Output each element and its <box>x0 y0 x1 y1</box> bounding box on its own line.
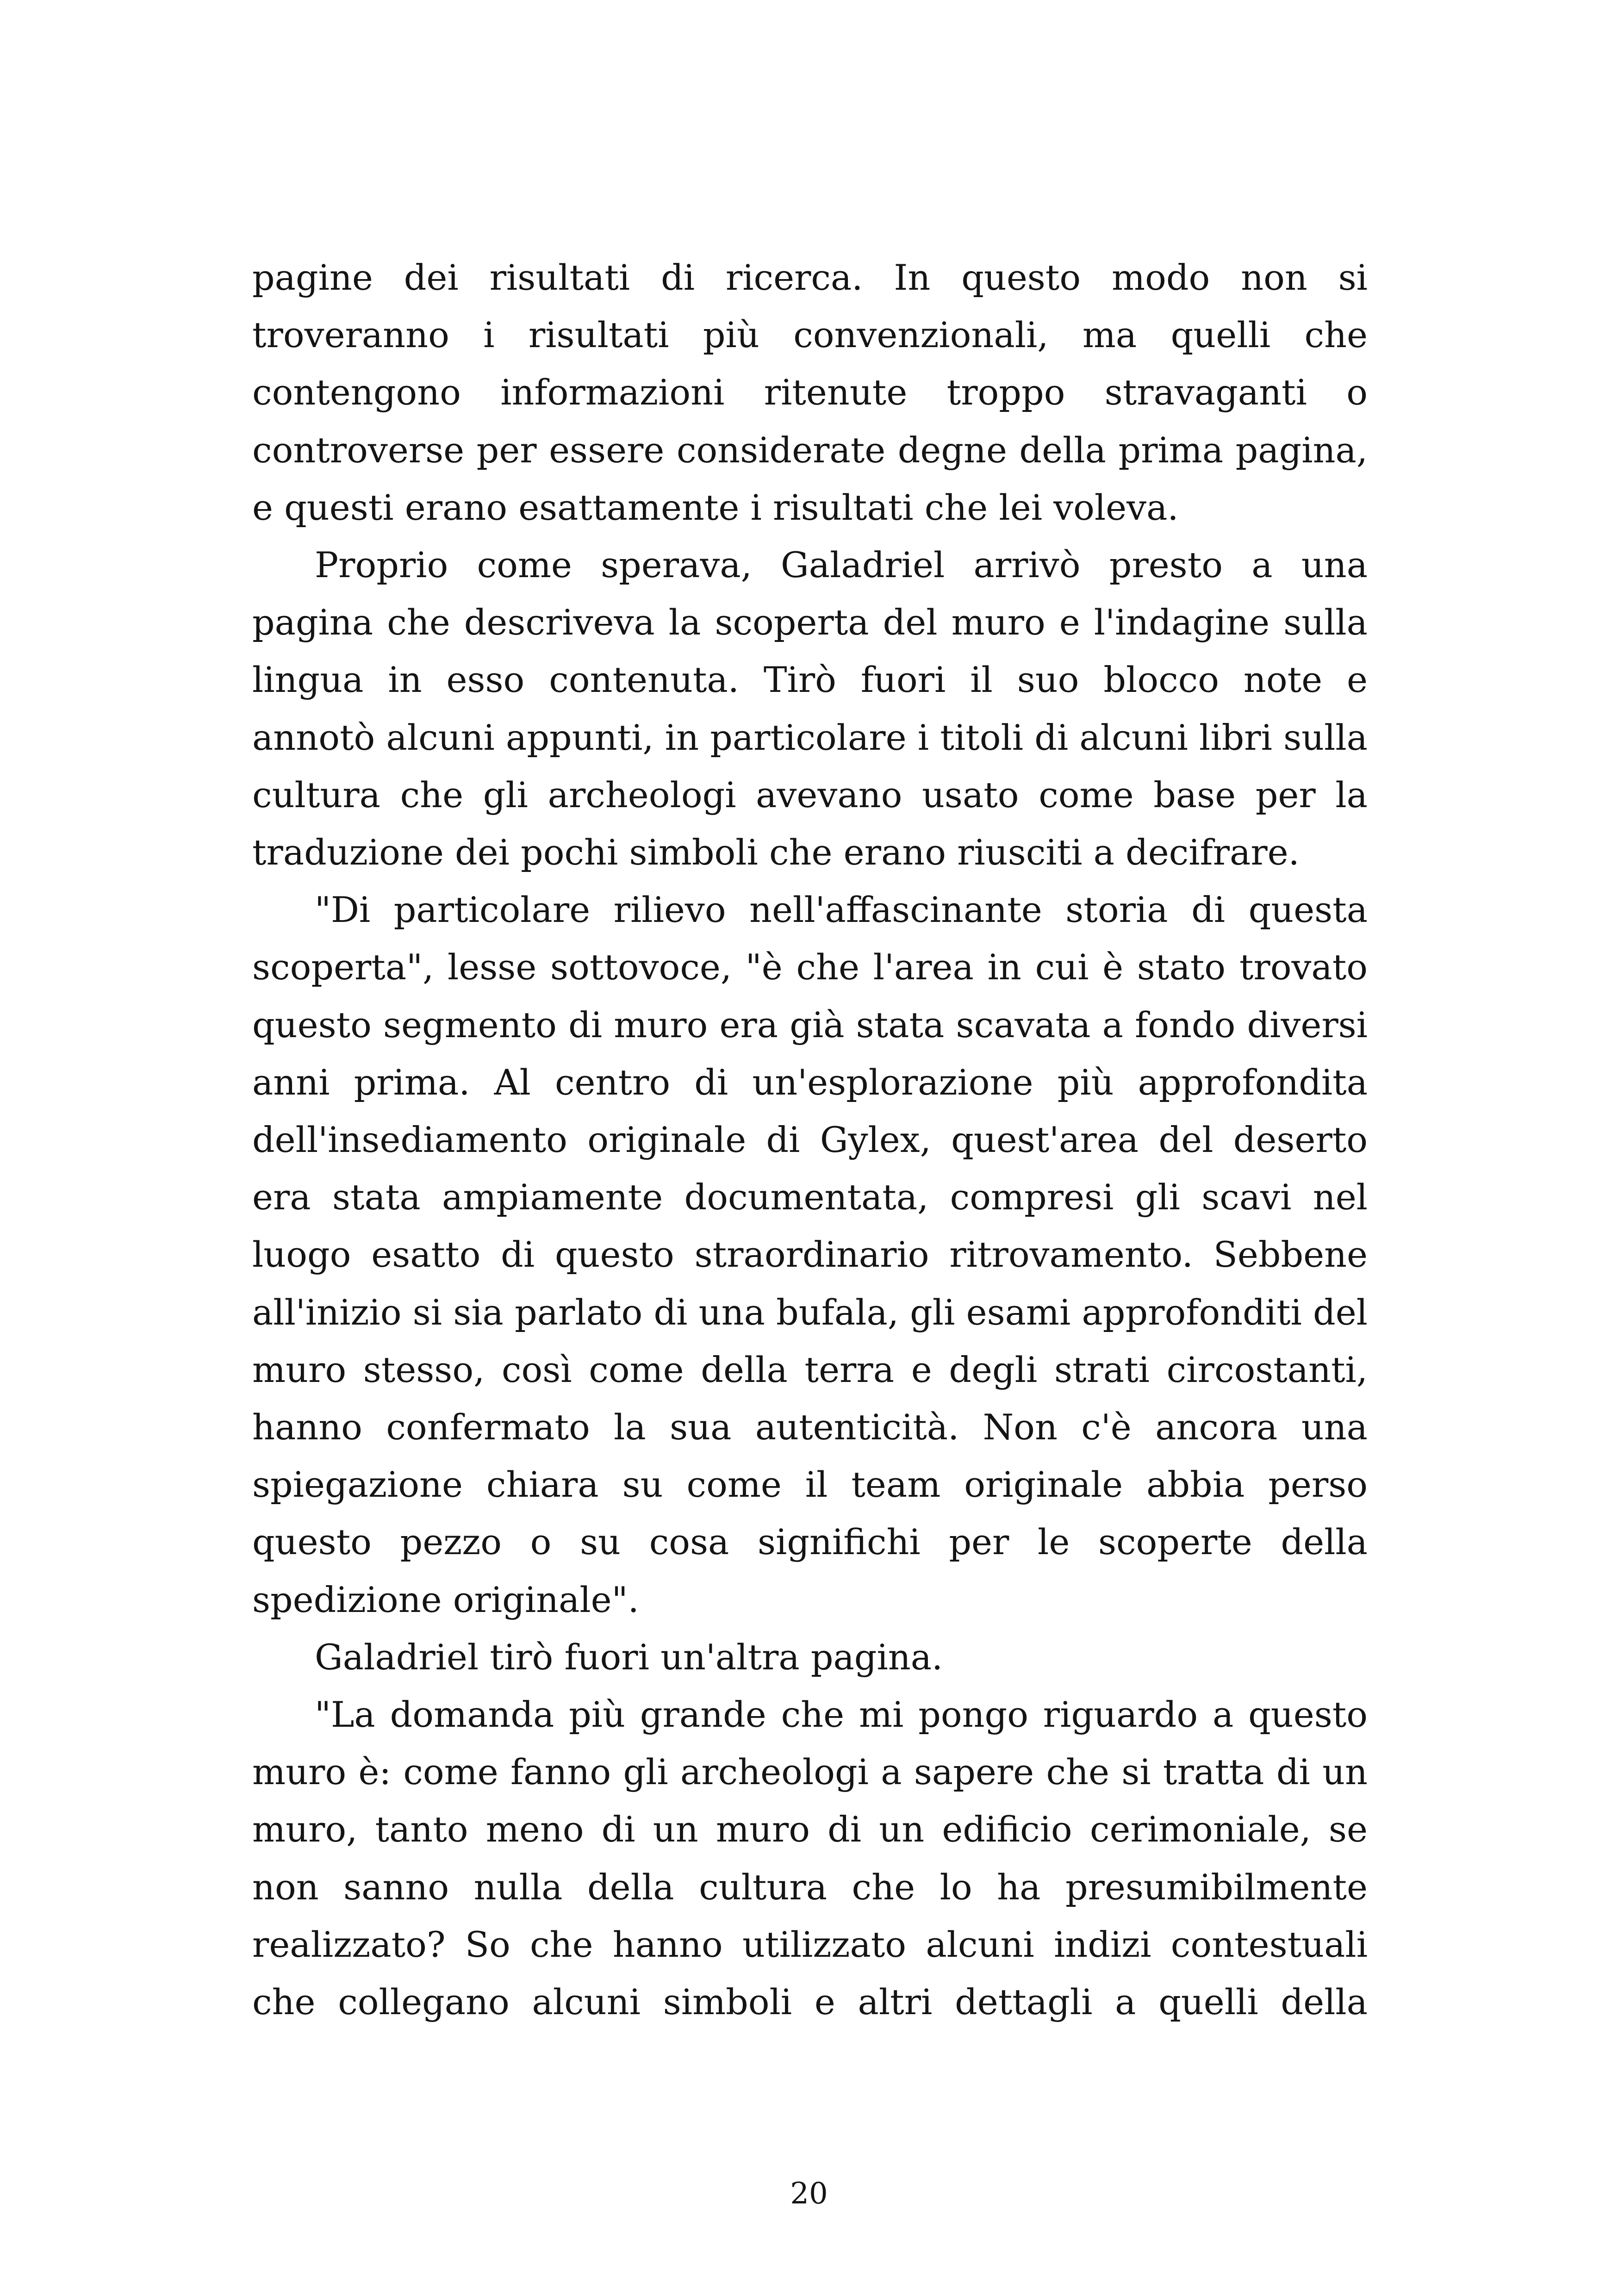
page-body <box>252 249 1368 2031</box>
paragraph: pagine dei risultati di ricerca. In questo modo non si troveranno i risultati più convenzionali, ma quelli che contengono informazioni ritenute troppo stravaganti o controverse per essere considerate degne della prima pagina, e questi erano esattamente i risultati che lei voleva. <box>252 257 1368 528</box>
paragraph: Proprio come sperava, Galadriel arrivò presto a una pagina che descriveva la scoperta del muro e l'indagine sulla lingua in esso contenuta. Tirò fuori il suo blocco note e annotò alcuni appunti, in particolare i titoli di alcuni libri sulla cultura che gli archeologi avevano usato come base per la traduzione dei pochi simboli che erano riusciti a decifrare. <box>252 544 1368 873</box>
paragraph: Galadriel tirò fuori un'altra pagina. <box>315 1636 943 1678</box>
paragraph: "Di particolare rilievo nell'affascinante storia di questa scoperta", lesse sottovoce, "è che l'area in cui è stato trovato questo segmento di muro era già stata scavata a fondo diversi anni prima. Al centro di un'esplorazione più approfondita dell'insediamento originale di Gylex, quest'area del deserto era stata ampiamente documentata, compresi gli scavi nel luogo esatto di questo straordinario ritrovamento. Sebbene all'inizio si sia parlato di una bufala, gli esami approfonditi del muro stesso, così come della terra e degli strati circostanti, hanno confermato la sua autenticità. Non c'è ancora una spiegazione chiara su come il team originale abbia perso questo pezzo o su cosa significhi per le scoperte della spedizione originale". <box>252 889 1368 1620</box>
paragraph: "La domanda più grande che mi pongo riguardo a questo muro è: come fanno gli archeologi a sapere che si tratta di un muro, tanto meno di un muro di un edificio cerimoniale, se non sanno nulla della cultura che lo ha presumibilmente realizzato? So che hanno utilizzato alcuni indizi contestuali che collegano alcuni simboli e altri dettagli a quelli della <box>252 1694 1368 2023</box>
page-number: 20 <box>790 2177 828 2211</box>
